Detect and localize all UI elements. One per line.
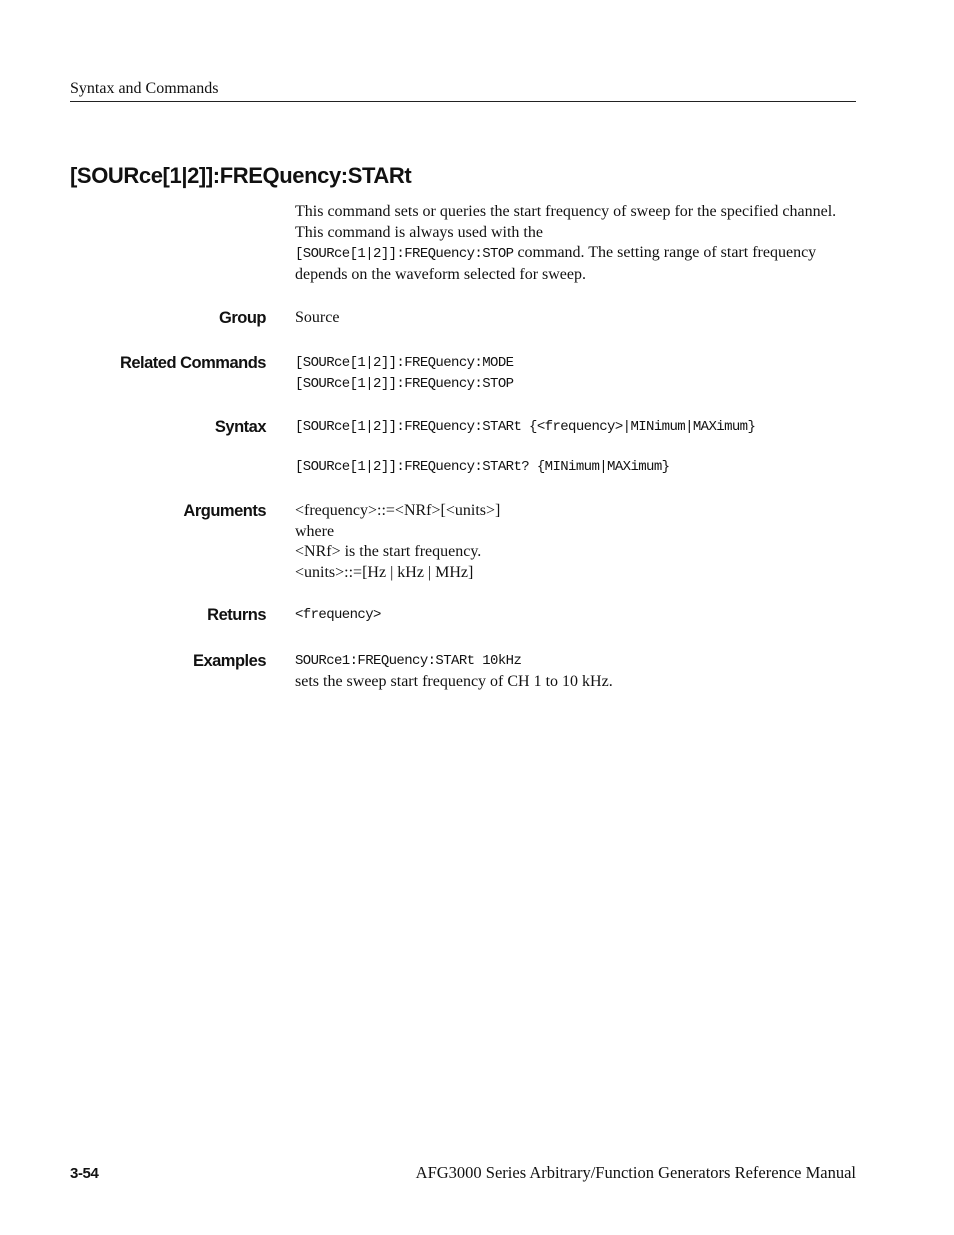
returns-value: <frequency> bbox=[295, 607, 381, 623]
example-description: sets the sweep start frequency of CH 1 to 10 kHz. bbox=[295, 672, 613, 690]
command-description bbox=[295, 202, 860, 285]
argument-line: <units>::=[Hz | kHz | MHz] bbox=[295, 563, 474, 581]
command-title: [SOURce[1|2]]:FREQuency:STARt bbox=[70, 163, 412, 188]
group-label: Group bbox=[219, 309, 266, 327]
page-number: 3-54 bbox=[70, 1165, 99, 1182]
related-commands-label: Related Commands bbox=[119, 354, 266, 372]
example-code: SOURce1:FREQuency:STARt 10kHz bbox=[295, 653, 522, 669]
group-value: Source bbox=[295, 309, 340, 326]
examples-label: Examples bbox=[192, 652, 266, 670]
related-command-item: [SOURce[1|2]]:FREQuency:STOP bbox=[295, 375, 514, 392]
header-section-title: Syntax and Commands bbox=[70, 80, 219, 97]
arguments-label: Arguments bbox=[183, 502, 266, 520]
argument-line: where bbox=[295, 522, 335, 540]
related-command-item: [SOURce[1|2]]:FREQuency:MODE bbox=[295, 355, 514, 371]
syntax-label: Syntax bbox=[214, 418, 266, 436]
syntax-set-form: [SOURce[1|2]]:FREQuency:STARt {<frequency>|MINimum|MAXimum} bbox=[295, 419, 756, 435]
argument-line: <frequency>::=<NRf>[<units>] bbox=[295, 502, 501, 519]
related-commands-list bbox=[295, 353, 860, 394]
manual-title: AFG3000 Series Arbitrary/Function Generators Reference Manual bbox=[415, 1163, 856, 1182]
description-text-1: This command sets or queries the start frequency of sweep for the specified channel. This command is always used with the bbox=[295, 203, 837, 241]
header-divider bbox=[70, 101, 856, 102]
arguments-text bbox=[295, 501, 860, 583]
description-text-2: command. The setting range of start frequency depends on the waveform selected for sweep. bbox=[295, 244, 817, 283]
syntax-query-form: [SOURce[1|2]]:FREQuency:STARt? {MINimum|MAXimum} bbox=[295, 459, 670, 475]
returns-label: Returns bbox=[207, 606, 266, 624]
example-block bbox=[295, 651, 860, 692]
argument-line: <NRf> is the start frequency. bbox=[295, 543, 482, 560]
description-code: [SOURce[1|2]]:FREQuency:STOP bbox=[295, 246, 514, 262]
